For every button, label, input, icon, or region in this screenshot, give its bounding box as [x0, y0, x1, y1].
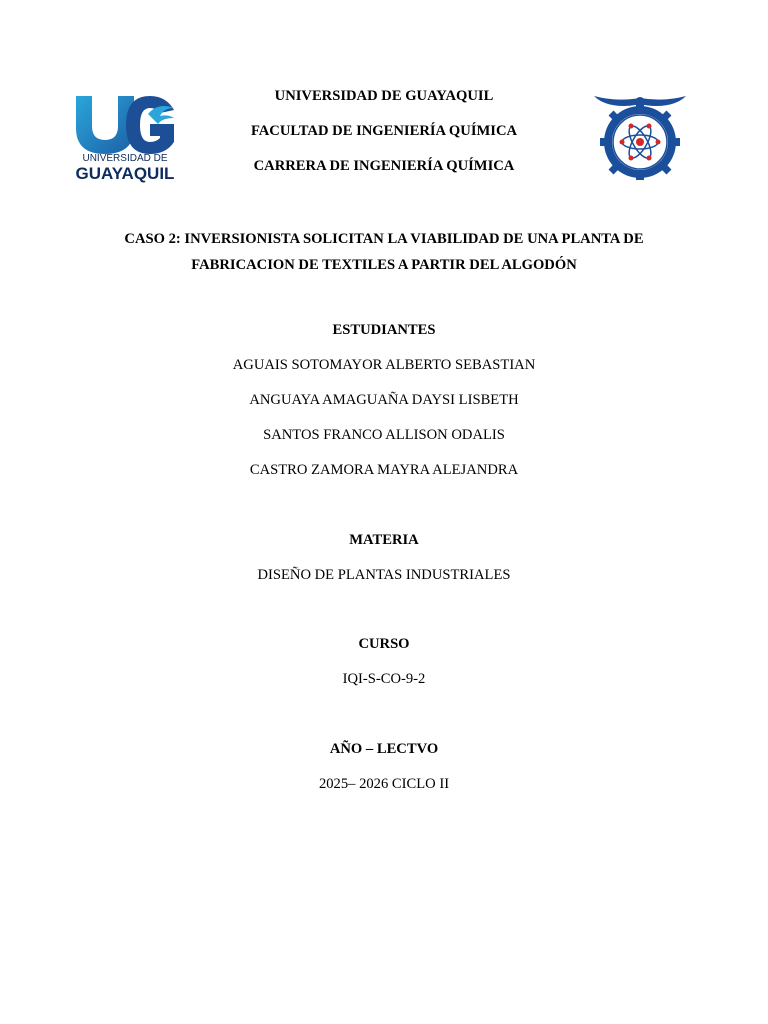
year-value: 2025– 2026 CICLO II: [318, 776, 450, 792]
university-name: UNIVERSIDAD DE GUAYAQUIL: [274, 88, 494, 104]
subject-heading: MATERIA: [349, 532, 419, 548]
logo-text-bottom: GUAYAQUIL: [75, 164, 175, 183]
case-title-line-1: CASO 2: INVERSIONISTA SOLICITAN LA VIABILIDAD DE UNA PLANTA DE: [124, 231, 644, 247]
student-name: CASTRO ZAMORA MAYRA ALEJANDRA: [249, 462, 519, 478]
logo-text-top: UNIVERSIDAD DE: [82, 153, 168, 164]
case-title: [80, 226, 688, 278]
students-heading: ESTUDIANTES: [332, 322, 436, 338]
university-logo: [66, 90, 184, 184]
course-heading: CURSO: [358, 636, 410, 652]
faculty-seal-logo: [590, 88, 690, 180]
career-name: CARRERA DE INGENIERÍA QUÍMICA: [253, 158, 515, 174]
student-name: AGUAIS SOTOMAYOR ALBERTO SEBASTIAN: [232, 357, 536, 373]
case-title-line-2: FABRICACION DE TEXTILES A PARTIR DEL ALGODÓN: [191, 257, 577, 273]
header-block: [184, 86, 584, 176]
student-name: ANGUAYA AMAGUAÑA DAYSI LISBETH: [249, 392, 519, 408]
course-value: IQI-S-CO-9-2: [342, 671, 426, 687]
year-heading: AÑO – LECTVO: [329, 741, 439, 757]
faculty-name: FACULTAD DE INGENIERÍA QUÍMICA: [250, 123, 518, 139]
subject-value: DISEÑO DE PLANTAS INDUSTRIALES: [257, 567, 511, 583]
student-name: SANTOS FRANCO ALLISON ODALIS: [263, 427, 505, 443]
